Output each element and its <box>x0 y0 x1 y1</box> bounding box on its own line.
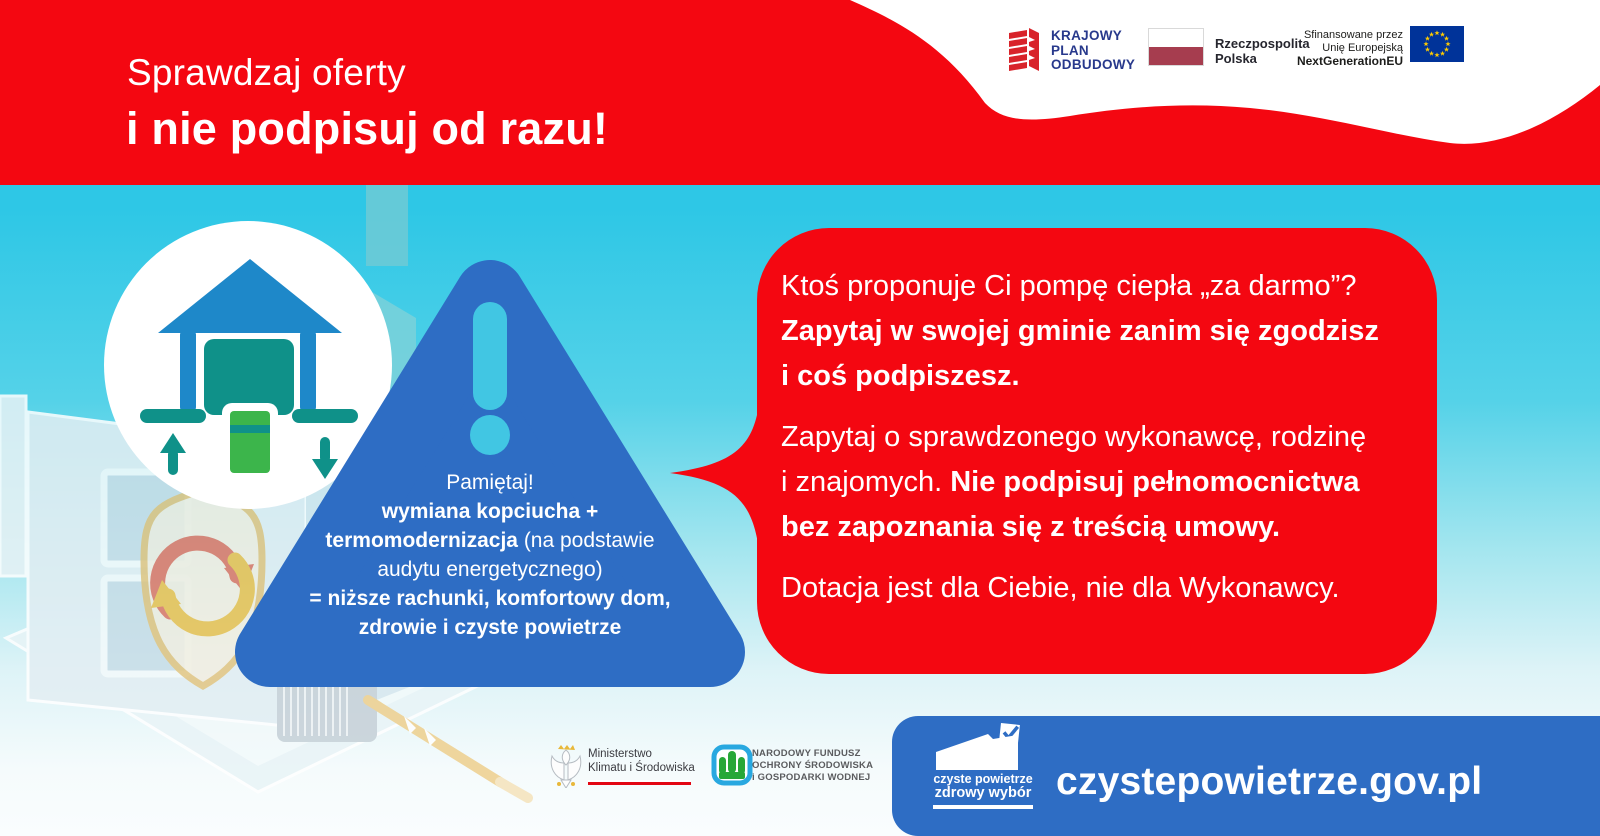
triangle-message <box>268 468 712 642</box>
triangle-line: wymiana kopciucha + <box>381 500 599 523</box>
ministry-underline <box>588 780 691 785</box>
poland-logo: Rzeczpospolita Polska <box>1215 36 1310 66</box>
brand-house-icon <box>930 722 1036 772</box>
brand-line1: czyste powietrze <box>933 772 1033 786</box>
brand-rule <box>933 805 1033 809</box>
fund-logo: NARODOWY FUNDUSZ OCHRONY ŚRODOWISKA i GOSPODARKI WODNEJ <box>752 748 874 783</box>
bubble-line: Ktoś proponuje Ci pompę ciepła „za darmo”? <box>781 270 1357 302</box>
bubble-line: Zapytaj w swojej gminie zanim się zgodzisz <box>781 315 1379 347</box>
fund-icon <box>711 744 753 786</box>
ministry-logo: Ministerstwo Klimatu i Środowiska <box>588 748 695 774</box>
triangle-line: termomodernizacja (na podstawie <box>325 529 655 552</box>
kpo-icon <box>1008 27 1044 71</box>
website-link[interactable]: czystepowietrze.gov.pl <box>1056 760 1483 803</box>
bubble-line: i znajomych. Nie podpisuj pełnomocnictwa <box>781 466 1360 498</box>
eu-funding-label: Sfinansowane przez Unię Europejską NextGenerationEU <box>1296 29 1403 68</box>
poland-flag-icon <box>1148 28 1204 66</box>
eu-flag-icon <box>1410 26 1464 62</box>
bubble-line: i coś podpiszesz. <box>781 360 1020 392</box>
triangle-line: zdrowie i czyste powietrze <box>358 616 622 639</box>
triangle-line: Pamiętaj! <box>446 471 534 494</box>
header-line2: i nie podpisuj od razu! <box>126 103 609 154</box>
bubble-line: bez zapoznania się z treścią umowy. <box>781 511 1281 543</box>
bubble-message <box>781 264 1431 611</box>
brand-line2: zdrowy wybór <box>934 785 1032 801</box>
exclamation-icon <box>470 302 510 455</box>
brand-logo <box>930 772 1036 809</box>
kpo-logo: KRAJOWY PLAN ODBUDOWY <box>1051 28 1136 72</box>
eagle-icon <box>548 743 584 788</box>
red-band <box>0 0 1600 185</box>
triangle-line: audytu energetycznego) <box>377 558 603 581</box>
header-line1: Sprawdzaj oferty <box>127 52 406 93</box>
bubble-line: Zapytaj o sprawdzonego wykonawcę, rodzinę <box>781 421 1367 453</box>
triangle-line: = niższe rachunki, komfortowy dom, <box>309 587 671 610</box>
website-url[interactable] <box>1056 760 1482 804</box>
bubble-tail <box>660 398 760 558</box>
bubble-line: Dotacja jest dla Ciebie, nie dla Wykonawcy. <box>781 572 1340 604</box>
